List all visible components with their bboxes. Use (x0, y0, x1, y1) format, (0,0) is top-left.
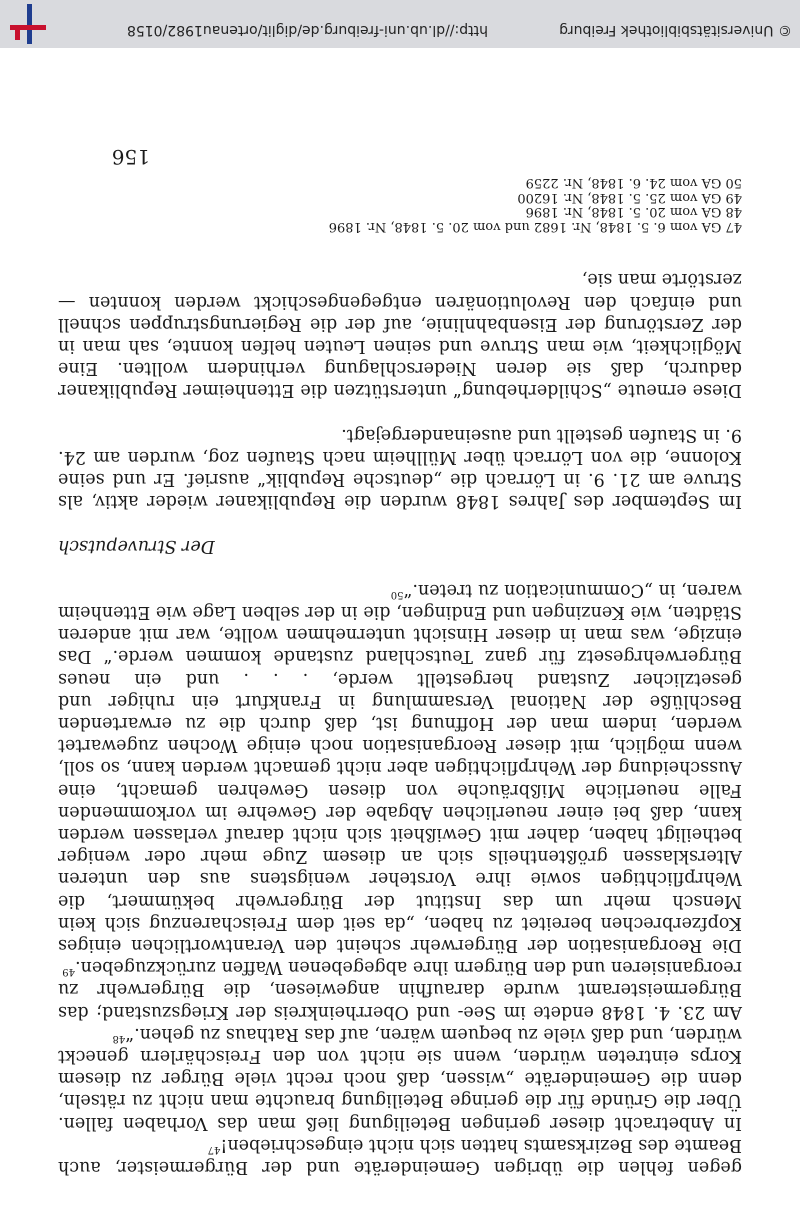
viewer-header-bar (0, 0, 800, 48)
footnote-49: 49 GA vom 25. 5. 1848, Nr. 16200 (517, 189, 742, 205)
paragraph-2: In Anbetracht dieser geringen Beteiligung ließ man das Vorhaben fallen. Über die Gründe für die geringe Beteiligung brauchte man nicht zu rätseln, denn die Gemeinderäte „wissen, daß noch recht viele Bürger zu diesem Korps eintreten würden, wenn sie nicht von den Freischärlern geneckt würden, und daß viele zu bequem wären, auf das Rathaus zu gehen.“$^{48}$ (58, 1023, 742, 1133)
footnotes (58, 175, 742, 233)
footnote-ref-48: 48 (112, 1032, 126, 1044)
paragraph-3: Am 23. 4. 1848 endete im See- und Oberrheinkreis der Kriegszustand; das Bürgermeisteramt wurde daraufhin angewiesen, die Bürgerwehr zu reorganisieren und den Bürgern ihre abgegebenen Waffen zurückzugeben.$^{49}$ (58, 957, 742, 1022)
footnote-ref-49: 49 (62, 966, 75, 977)
copyright-text: © Universitätsbibliothek Freiburg (559, 22, 792, 38)
body-text-upper (58, 268, 742, 1178)
paragraph-4: Die Reorganisation der Bürgerwehr scheint den Verantwortlichen einiges Kopfzerbrechen bereitet zu haben, „da seit dem Freischarenzug sich kein Mensch mehr um das Institut der Bürgerwehr bekümmert, die Wehrpflichtigen sowie ihre Vorsteher wenigstens aus den unteren Altersklassen größtentheils sich an diesem Zuge mehr oder weniger betheiligt haben, daher mit Gewißheit sich nicht darauf verlassen werden kann, daß bei einer neuerlichen Abgabe der Gewehre im vorkommenden Falle neuerliche Mißbräuche von diesen Gewehren gemacht, eine Ausscheidung der Wehrpflichtigen aber nicht gemacht werden kann, so soll, wenn möglich, mit dieser Reorganisation noch einige Wochen zugewartet werden, indem man der Hoffnung ist, daß durch die zu erwartenden Beschlüße der National Versammlung in Frankfurt ein ruhiger und gesetzlicher Zustand hergestellt werde, . . . und ein neues Bürgerwehrgesetz für ganz Teutschland zustande kommen werde.“ Das einzige, was man in dieser Hinsicht unternehmen wollte, war mit anderen Städten, wie Kenzingen und Endingen, die in der selben Lage wie Ettenheim waren, in „Communication zu treten.“$^{50}$ (58, 579, 742, 955)
paragraph-5: Im September des Jahres 1848 wurden die Republikaner wieder aktiv, als Struve am 21. 9. in Lörrach die „deutsche Republik“ ausrief. Er und seine Kolonne, die von Lörrach über Müllheim nach Staufen zog, wurden am 24. 9. in Staufen gestellt und auseinandergejagt. (58, 424, 742, 512)
footnote-48: 48 GA vom 20. 5. 1848, Nr. 1896 (525, 204, 742, 220)
paragraph-1: gegen fehlen die übrigen Gemeinderäte und der Bürgermeister, auch Beamte des Bezirksamts hatten sich nicht eingeschrieben!$^{47}$ (58, 1134, 742, 1177)
footnote-50: 50 GA vom 24. 6. 1848, Nr. 2259 (525, 175, 742, 191)
footnote-ref-50: 50 (390, 588, 404, 600)
footnote-ref-47: 47 (207, 1143, 221, 1155)
page-number: 156 (111, 145, 150, 169)
ub-freiburg-logo-icon (4, 0, 52, 48)
section-heading: Der Struveputsch (58, 535, 215, 556)
url-text[interactable]: http://dl.ub.uni-freiburg.de/diglit/ortenau1982/0158 (126, 22, 488, 38)
footnote-47: 47 GA vom 6. 5. 1848, Nr. 1682 und vom 20. 5. 1848, Nr. 1896 (328, 219, 742, 234)
paragraph-6: Diese erneute „Schilderhebung“ unterstützen die Ettenheimer Republikaner dadurch, daß sie deren Niederschlagung verhindern wollten. Eine Möglichkeit, wie man Struve und seinen Leuten helfen konnte, sah man in der Zerstörung der Eisenbahnlinie, auf der die Regierungstruppen schnell und einfach den Revolutionären entgegengeschickt werden konnten — zerstörte man sie, (58, 269, 742, 401)
